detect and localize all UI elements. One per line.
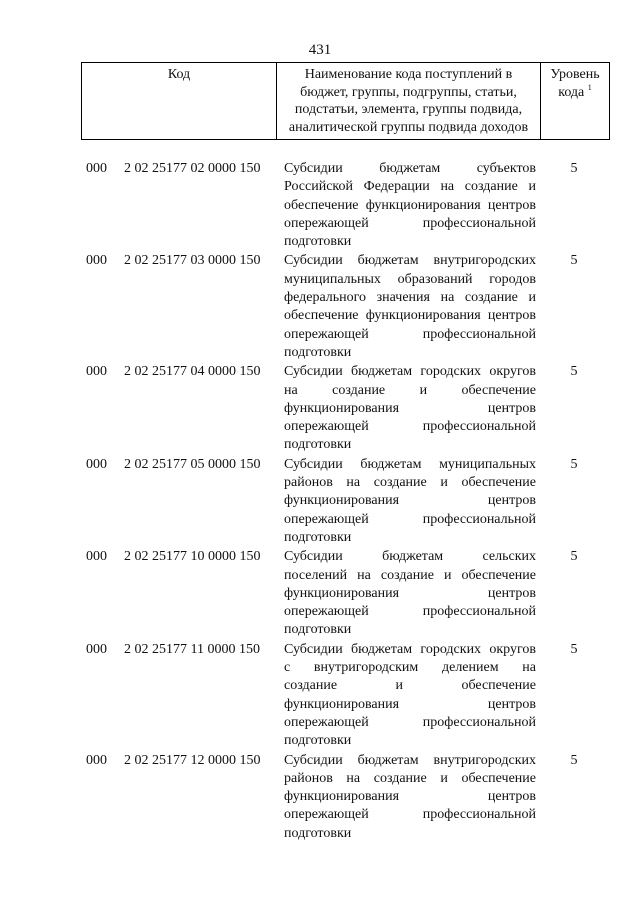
row-name-line: опережающей профессиональной [284,419,536,435]
table-row [86,548,606,639]
row-level: 5 [570,752,578,768]
row-code: 2 02 25177 12 0000 150 [124,752,261,768]
row-level: 5 [570,641,578,657]
row-prefix: 000 [86,549,107,565]
row-name-line: Субсидии бюджетам городских округов [284,641,536,657]
row-name-line: с внутригородским делением на [284,660,536,676]
row-name [284,252,536,362]
row-name-line: функционирования центров [284,696,536,712]
row-name-line: Субсидии бюджетам внутригородских [284,752,536,768]
table-row [86,252,606,362]
row-name-line: опережающей профессиональной [284,714,536,730]
header-name-line: бюджет, группы, подгруппы, статьи, [300,84,517,100]
row-name-line: подготовки [284,825,352,841]
row-name-line: подготовки [284,733,352,749]
row-level: 5 [570,549,578,565]
row-name-line: муниципальных образований городов [284,271,536,287]
row-level: 5 [570,456,578,472]
row-level: 5 [570,253,578,269]
row-code: 2 02 25177 03 0000 150 [124,253,261,269]
row-name-line: функционирования центров [284,789,536,805]
row-code: 2 02 25177 10 0000 150 [124,549,261,565]
row-name-line: федерального значения на создание и [284,290,536,306]
row-name [284,363,536,454]
table-row [86,641,606,751]
row-prefix: 000 [86,641,107,657]
row-name-line: на создание и обеспечение [284,382,536,398]
header-level-label-2: кода [558,84,585,100]
row-prefix: 000 [86,752,107,768]
row-name [284,160,536,251]
row-name-line: функционирования центров [284,585,536,601]
row-prefix: 000 [86,253,107,269]
row-name-line: Субсидии бюджетам внутригородских [284,253,536,269]
row-code: 2 02 25177 11 0000 150 [124,641,260,657]
row-name-line: опережающей профессиональной [284,511,536,527]
row-name-line: Субсидии бюджетам субъектов [284,161,536,176]
row-name-line: Российской Федерации на создание и [284,179,536,195]
row-name-line: функционирования центров [284,400,536,416]
row-name [284,456,536,547]
table-row [86,456,606,547]
row-name [284,548,536,639]
row-name-line: подготовки [284,234,352,250]
row-name-line: районов на создание и обеспечение [284,770,536,786]
header-name-line: подстатьи, элемента, группы подвида, [294,102,523,117]
table-row [86,752,606,843]
row-name-line: подготовки [284,622,352,638]
header-level [540,63,609,139]
row-prefix: 000 [86,161,107,176]
row-level: 5 [570,161,578,176]
row-name-line: подготовки [284,437,352,453]
header-code: Код [167,67,191,82]
row-name-line: опережающей профессиональной [284,807,536,823]
row-code: 2 02 25177 05 0000 150 [124,456,261,472]
header-name-line: Наименование кода поступлений в [304,67,513,82]
row-code: 2 02 25177 04 0000 150 [124,364,261,380]
row-name-line: Субсидии бюджетам городских округов [284,364,536,380]
row-name-line: поселений на создание и обеспечение [284,567,536,583]
row-name-line: опережающей профессиональной [284,326,536,342]
row-name-line: подготовки [284,529,352,545]
table-row [86,160,606,251]
row-level: 5 [570,364,578,380]
row-name-line: функционирования центров [284,493,536,509]
row-name [284,752,536,843]
table-row [86,363,606,454]
header-name-line: аналитической группы подвида доходов [288,119,529,135]
row-code: 2 02 25177 02 0000 150 [124,161,261,176]
row-name-line: обеспечение функционирования центров [284,308,536,324]
row-name-line: создание и обеспечение [284,678,536,694]
row-name [284,641,536,751]
table-header [81,62,610,140]
page-number: 431 [308,42,332,58]
header-name [276,63,540,139]
row-name-line: подготовки [284,344,352,360]
row-prefix: 000 [86,364,107,380]
table-body [86,160,606,844]
header-level-label: Уровень [550,67,600,82]
row-name-line: Субсидии бюджетам муниципальных [284,456,536,472]
row-name-line: опережающей профессиональной [284,215,536,231]
row-name-line: опережающей профессиональной [284,604,536,620]
row-name-line: обеспечение функционирования центров [284,197,536,213]
row-name-line: Субсидии бюджетам сельских [284,549,536,565]
row-prefix: 000 [86,456,107,472]
row-name-line: районов на создание и обеспечение [284,475,536,491]
footnote-marker: 1 [587,82,592,92]
